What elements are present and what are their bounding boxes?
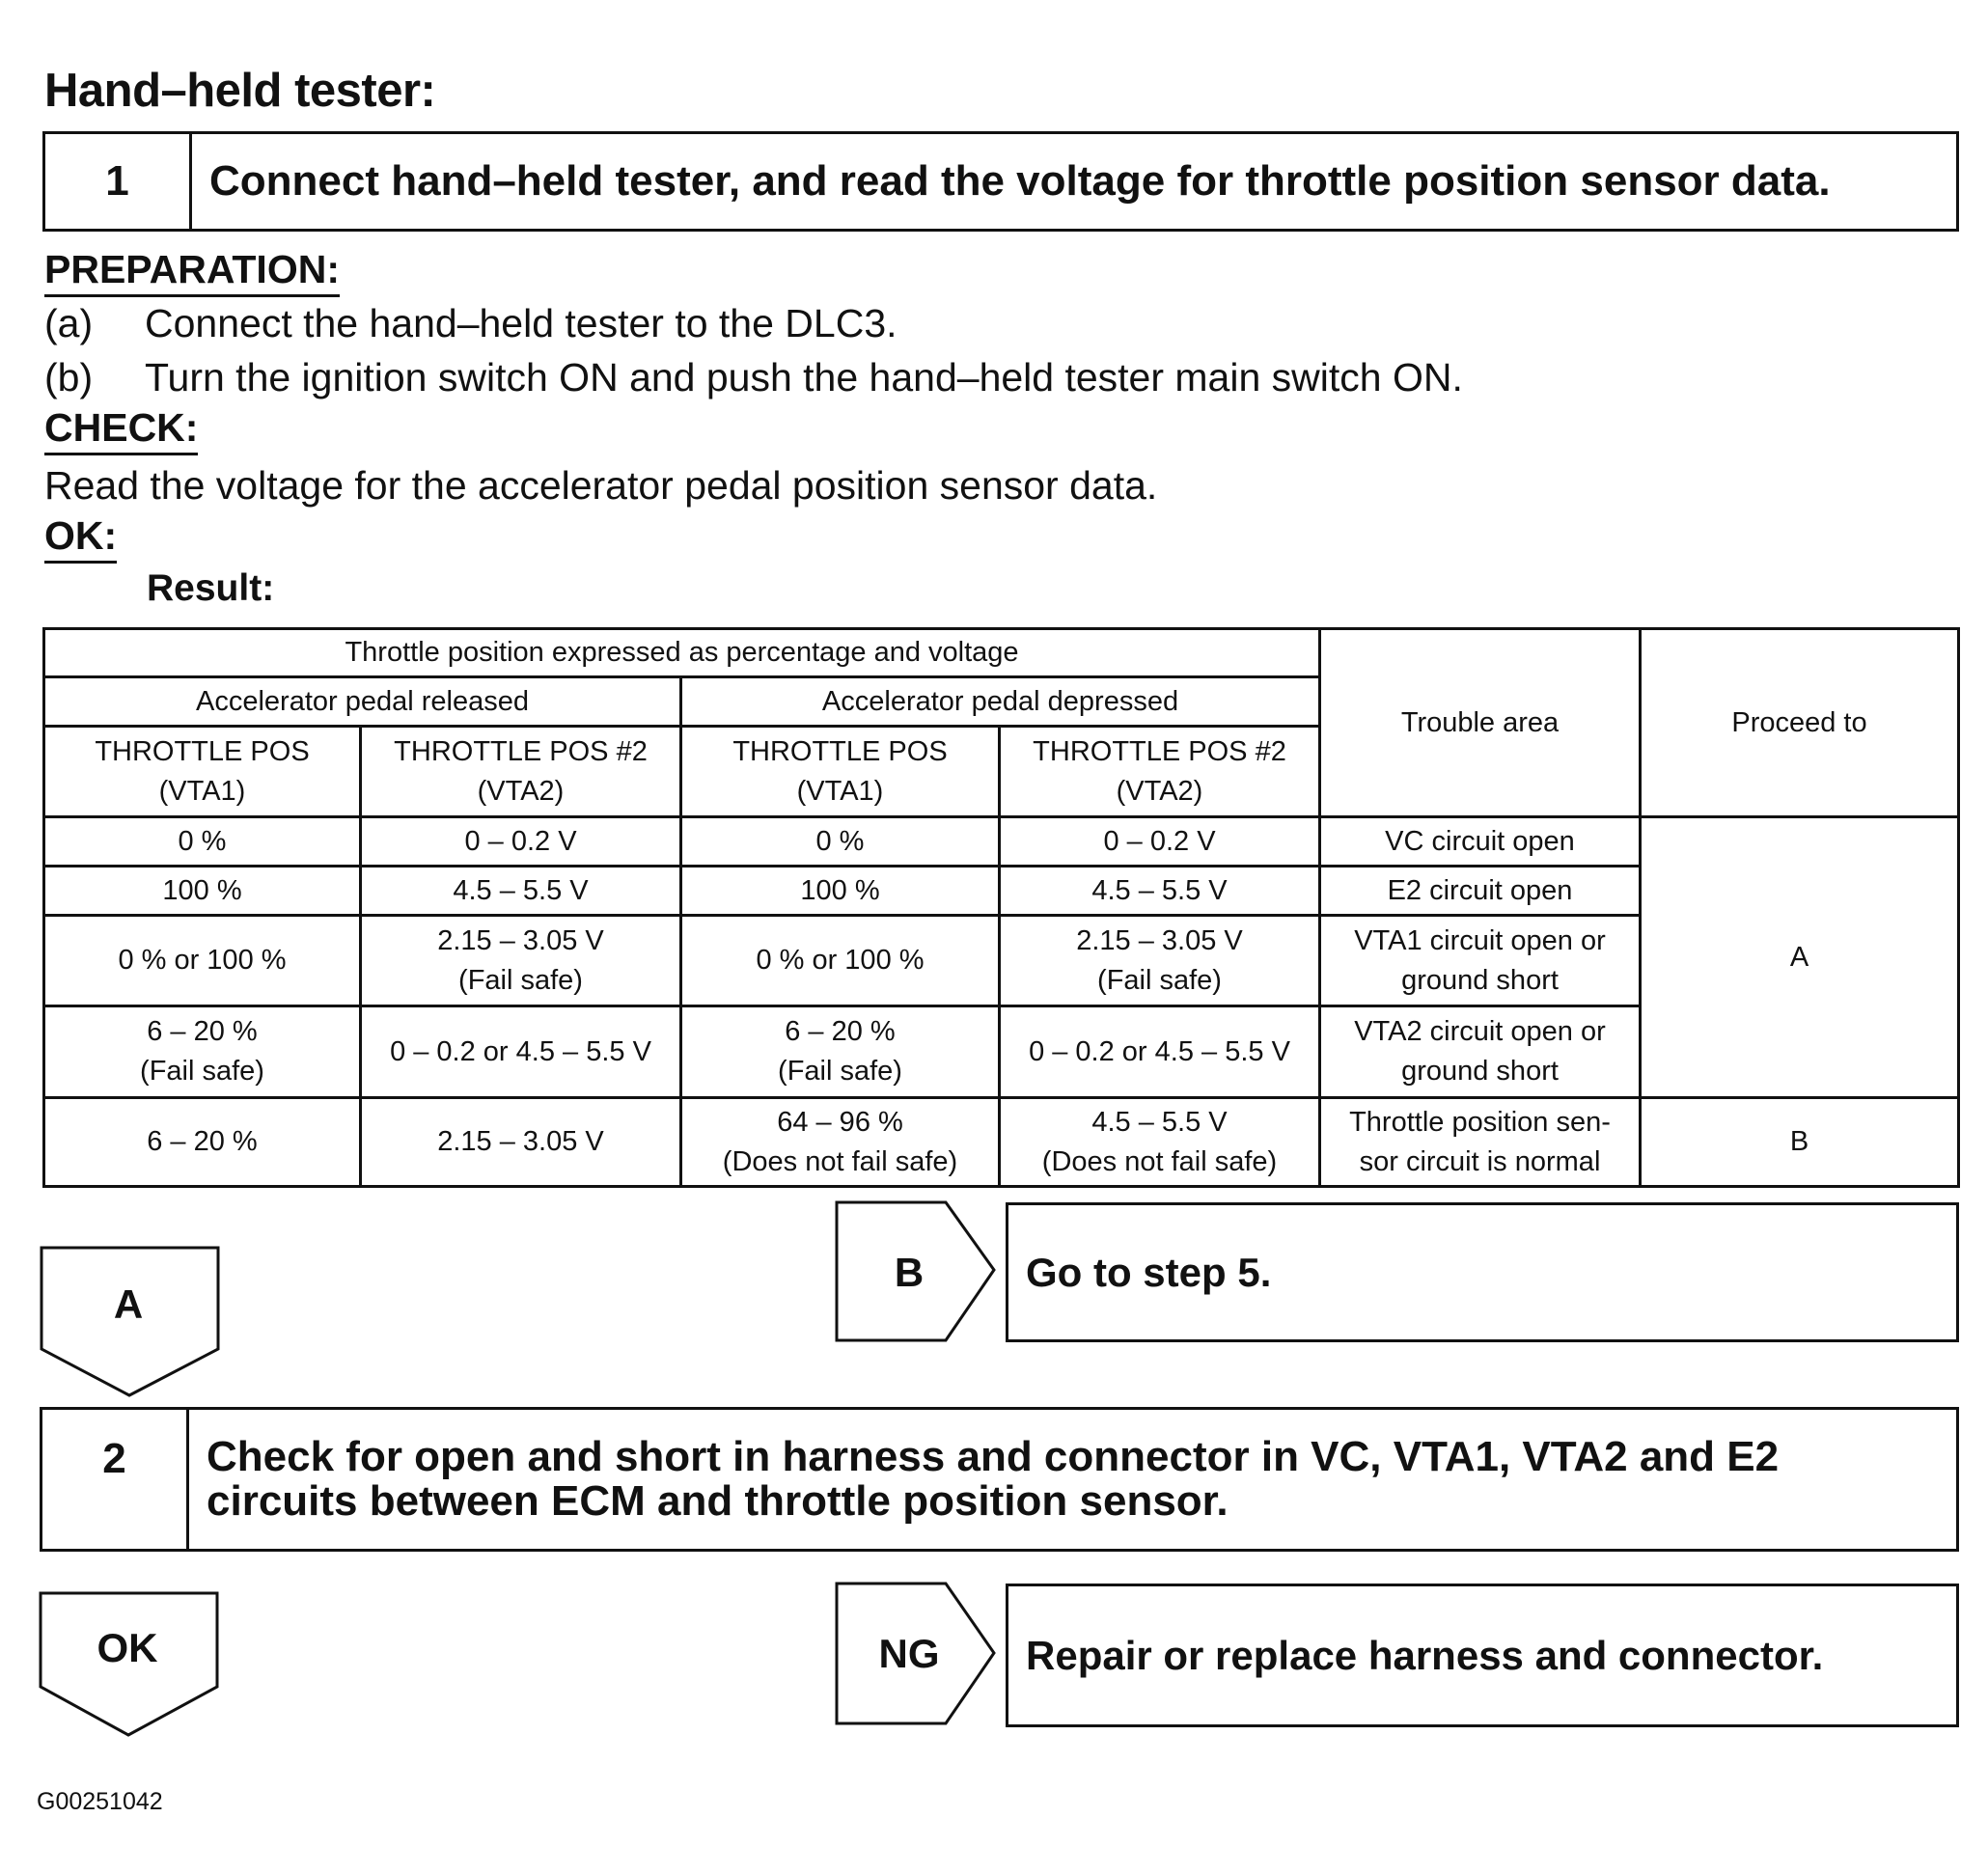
nav-a-label: A [113,1281,144,1327]
step-1-text: Connect hand–held tester, and read the voltage for throttle position sensor data. [209,157,1831,205]
cell-line: 0 % [815,825,865,857]
col-header-line: (VTA2) [1116,775,1203,807]
step-2-box [40,1407,1959,1552]
check-label: CHECK: [44,405,198,455]
header-pedal-depressed: Accelerator pedal depressed [681,677,1320,727]
cell-line: 0 – 0.2 V [464,825,577,857]
cell-line: 0 % [178,825,227,857]
prep-item-a-text: Connect the hand–held tester to the DLC3. [145,301,897,345]
step-2-number: 2 [42,1410,189,1549]
cell-line: 4.5 – 5.5 V [1091,1106,1228,1138]
col-header-vta1-depressed [681,727,1000,817]
col-header-line: (VTA1) [158,775,246,807]
cell-vta1-released [44,1098,361,1187]
result-label: Result: [147,567,275,609]
col-header-line: (VTA2) [477,775,565,807]
step-1-box [42,131,1959,232]
cell-vta2-depressed [1000,1098,1320,1187]
cell-line: VTA1 circuit open or [1354,924,1606,956]
nav-b-label: B [894,1250,925,1295]
cell-line: 0 – 0.2 or 4.5 – 5.5 V [1029,1035,1290,1067]
cell-line: 0 % or 100 % [118,945,287,976]
header-pedal-released: Accelerator pedal released [44,677,681,727]
step-2-text [189,1410,1956,1549]
cell-line: 4.5 – 5.5 V [1091,874,1228,906]
nav-ng-label: NG [878,1631,940,1676]
cell-line: 4.5 – 5.5 V [453,874,589,906]
cell-proceed-a: A [1641,817,1959,1098]
prep-item-b-key: (b) [44,355,94,399]
cell-line: 2.15 – 3.05 V [437,1126,604,1157]
header-proceed-to: Proceed to [1641,629,1959,817]
result-table [42,627,1960,1188]
page-title: Hand–held tester: [44,65,436,117]
col-header-line: (VTA1) [796,775,884,807]
cell-line: 100 % [162,874,242,906]
cell-line: 64 – 96 % [777,1106,903,1138]
col-header-line: THROTTLE POS [732,735,948,767]
cell-line: 6 – 20 % [147,1016,258,1047]
figure-id: G00251042 [37,1788,163,1815]
cell-vta2-released [361,817,681,867]
col-header-line: THROTTLE POS [95,735,310,767]
cell-line: (Fail safe) [458,964,583,996]
cell-vta1-depressed [681,817,1000,867]
step-2-text-line: Check for open and short in harness and connector in VC, VTA1, VTA2 and E2 [207,1433,1780,1480]
cell-trouble-area [1320,916,1641,1006]
cell-trouble-area [1320,867,1641,916]
prep-item-b-text: Turn the ignition switch ON and push the hand–held tester main switch ON. [145,355,1463,399]
cell-vta2-released [361,1098,681,1187]
cell-vta2-depressed [1000,867,1320,916]
cell-line: 6 – 20 % [785,1016,896,1047]
cell-line: (Does not fail safe) [1041,1145,1278,1177]
cell-trouble-area [1320,817,1641,867]
cell-line: VTA2 circuit open or [1354,1016,1606,1047]
cell-line: 6 – 20 % [147,1126,258,1157]
cell-line: ground short [1401,964,1559,996]
cell-line: 2.15 – 3.05 V [1076,924,1243,956]
cell-vta1-depressed [681,916,1000,1006]
cell-vta1-released [44,916,361,1006]
cell-vta1-depressed [681,1006,1000,1098]
go-to-step-5-box: Go to step 5. [1006,1202,1959,1342]
col-header-vta2-depressed [1000,727,1320,817]
step-1-number: 1 [45,134,192,229]
cell-line: sor circuit is normal [1359,1145,1601,1177]
cell-vta1-released [44,867,361,916]
prep-item-a-key: (a) [44,301,94,345]
cell-vta2-released [361,1006,681,1098]
cell-vta1-depressed [681,1098,1000,1187]
nav-ok-label: OK [97,1625,158,1670]
cell-line: (Fail safe) [140,1056,264,1087]
table-row [44,817,1959,867]
cell-vta2-depressed [1000,817,1320,867]
preparation-label: PREPARATION: [44,247,340,297]
cell-line: E2 circuit open [1387,874,1573,906]
cell-line: 0 – 0.2 V [1103,825,1216,857]
col-header-vta1-released [44,727,361,817]
cell-vta1-released [44,817,361,867]
cell-proceed-b: B [1641,1098,1959,1187]
table-row [44,1098,1959,1187]
check-text: Read the voltage for the accelerator pedal position sensor data. [44,463,1158,508]
cell-line: 0 % or 100 % [756,945,925,976]
cell-line: VC circuit open [1385,825,1575,857]
header-main: Throttle position expressed as percentage and voltage [44,629,1320,677]
cell-vta2-depressed [1000,916,1320,1006]
cell-vta2-depressed [1000,1006,1320,1098]
cell-line: 0 – 0.2 or 4.5 – 5.5 V [390,1035,651,1067]
cell-line: 2.15 – 3.05 V [437,924,604,956]
col-header-line: THROTTLE POS #2 [394,735,648,767]
step-2-text-line: circuits between ECM and throttle position sensor. [207,1477,1229,1525]
ok-label: OK: [44,513,117,564]
cell-line: (Does not fail safe) [722,1145,958,1177]
cell-line: ground short [1401,1056,1559,1087]
cell-line: (Fail safe) [1097,964,1222,996]
cell-trouble-area [1320,1098,1641,1187]
cell-vta1-depressed [681,867,1000,916]
repair-harness-box: Repair or replace harness and connector. [1006,1584,1959,1727]
col-header-vta2-released [361,727,681,817]
cell-line: 100 % [800,874,880,906]
cell-line: (Fail safe) [778,1056,902,1087]
header-trouble-area: Trouble area [1320,629,1641,817]
cell-vta1-released [44,1006,361,1098]
cell-line: Throttle position sen- [1349,1106,1611,1138]
cell-vta2-released [361,916,681,1006]
cell-trouble-area [1320,1006,1641,1098]
col-header-line: THROTTLE POS #2 [1033,735,1286,767]
cell-vta2-released [361,867,681,916]
